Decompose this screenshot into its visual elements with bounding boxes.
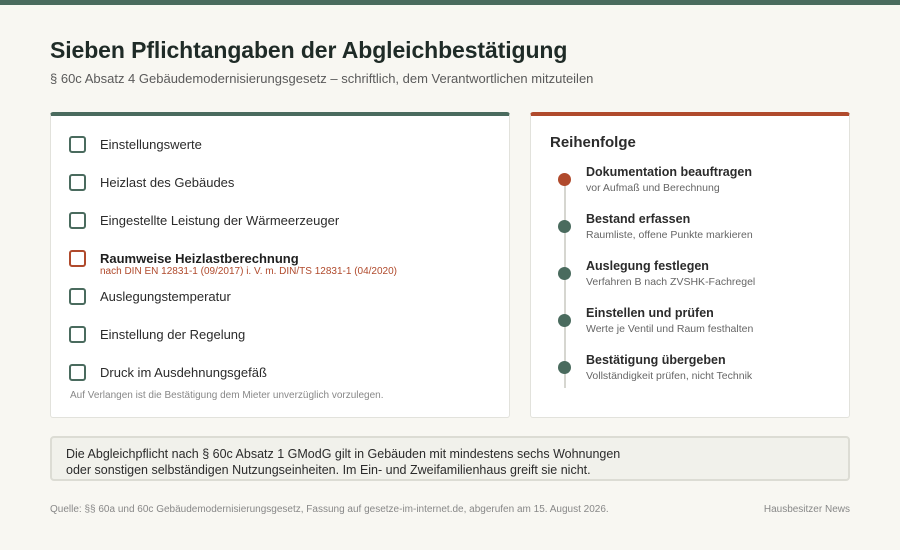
checkbox[interactable] bbox=[69, 364, 86, 381]
page-title: Sieben Pflichtangaben der Abgleichbestätigung bbox=[50, 37, 568, 63]
checklist-item-label: Druck im Ausdehnungsgefäß bbox=[100, 365, 267, 380]
source-citation: Quelle: §§ 60a und 60c Gebäudemodernisierungsgesetz, Fassung auf gesetze-im-internet.de, abgerufen am 15. August 2026. bbox=[50, 504, 609, 515]
timeline-dot-icon bbox=[558, 220, 571, 233]
step-subtitle: Werte je Ventil und Raum festhalten bbox=[586, 323, 754, 335]
checklist-item-label: Eingestellte Leistung der Wärmeerzeuger bbox=[100, 213, 340, 228]
timeline-dot-icon bbox=[558, 267, 571, 280]
publisher-brand: Hausbesitzer News bbox=[763, 504, 850, 515]
checklist-item[interactable] bbox=[69, 327, 245, 343]
checkbox[interactable] bbox=[69, 288, 86, 305]
timeline-dot-icon bbox=[558, 173, 571, 186]
checklist-item-label: Raumweise Heizlastberechnung bbox=[100, 251, 299, 266]
timeline-dot-icon bbox=[558, 361, 571, 374]
checklist-footnote: Auf Verlangen ist die Bestätigung dem Mieter unverzüglich vorzulegen. bbox=[70, 390, 384, 401]
info-note bbox=[50, 436, 850, 481]
checklist-item[interactable] bbox=[69, 213, 339, 229]
step-subtitle: Raumliste, offene Punkte markieren bbox=[586, 229, 753, 241]
checklist-item-label: Auslegungstemperatur bbox=[100, 289, 231, 304]
step-title: Einstellen und prüfen bbox=[586, 306, 714, 320]
step-subtitle: Verfahren B nach ZVSHK-Fachregel bbox=[586, 276, 756, 288]
checklist-item[interactable] bbox=[69, 289, 231, 305]
step-title: Auslegung festlegen bbox=[586, 259, 709, 273]
checkbox[interactable] bbox=[69, 212, 86, 229]
checkbox[interactable] bbox=[69, 326, 86, 343]
step-title: Bestätigung übergeben bbox=[586, 353, 726, 367]
timeline-line bbox=[564, 176, 566, 388]
checkbox[interactable] bbox=[69, 250, 86, 267]
checklist-item-label: Einstellung der Regelung bbox=[100, 327, 246, 342]
checklist-item[interactable] bbox=[69, 365, 267, 381]
top-accent-bar bbox=[0, 0, 900, 5]
checklist-item-label: Heizlast des Gebäudes bbox=[100, 175, 235, 190]
checklist-item[interactable] bbox=[69, 175, 234, 191]
info-note-line: Die Abgleichpflicht nach § 60c Absatz 1 GModG gilt in Gebäuden mit mindestens sechs Wohnungen bbox=[66, 447, 621, 461]
checkbox[interactable] bbox=[69, 136, 86, 153]
checklist-item-norm-reference: nach DIN EN 12831-1 (09/2017) i. V. m. DIN/TS 12831-1 (04/2020) bbox=[100, 266, 398, 277]
checklist-item-label: Einstellungswerte bbox=[100, 137, 202, 152]
checklist-card bbox=[50, 112, 510, 418]
info-note-line: oder sonstigen selbständigen Nutzungseinheiten. Im Ein- und Zweifamilienhaus greift sie nicht. bbox=[66, 463, 591, 477]
sequence-card bbox=[530, 112, 850, 418]
timeline-dot-icon bbox=[558, 314, 571, 327]
checklist-item-highlighted[interactable] bbox=[69, 251, 397, 278]
sequence-title: Reihenfolge bbox=[550, 134, 636, 151]
step-title: Bestand erfassen bbox=[586, 212, 691, 226]
step-subtitle: vor Aufmaß und Berechnung bbox=[586, 182, 720, 194]
checklist-item[interactable] bbox=[69, 137, 202, 153]
step-subtitle: Vollständigkeit prüfen, nicht Technik bbox=[586, 370, 753, 382]
step-title: Dokumentation beauftragen bbox=[586, 165, 752, 179]
page-subtitle: § 60c Absatz 4 Gebäudemodernisierungsgesetz – schriftlich, dem Verantwortlichen mitzuteilen bbox=[50, 71, 594, 86]
checkbox[interactable] bbox=[69, 174, 86, 191]
